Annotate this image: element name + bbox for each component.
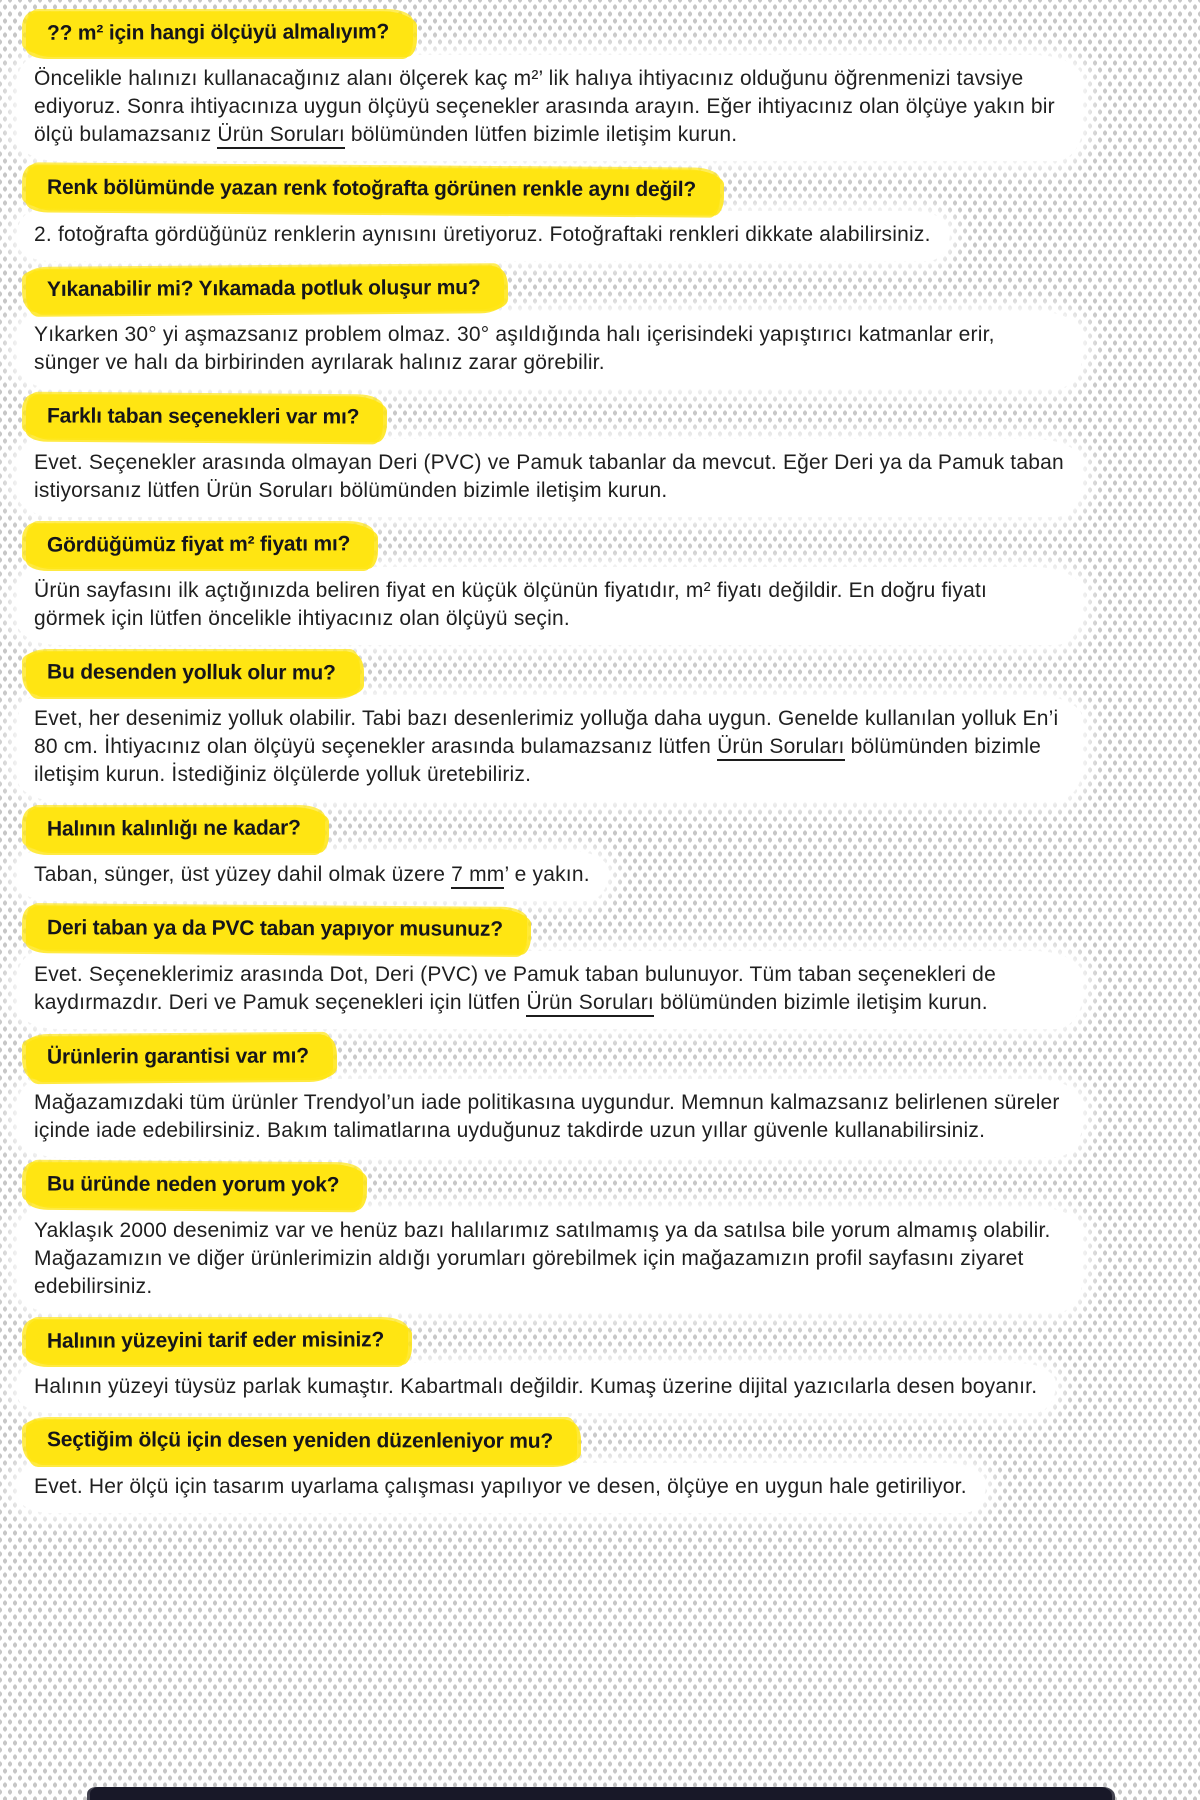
next-section-highlight-peek	[90, 1787, 1112, 1800]
answer-text	[24, 958, 1076, 1022]
question-text: Bu üründe neden yorum yok?	[46, 1172, 340, 1197]
question-row	[34, 398, 1170, 436]
question-text: Deri taban ya da PVC taban yapıyor musunuz?	[46, 916, 503, 941]
faq-item	[34, 170, 1170, 254]
question-highlight	[34, 13, 407, 53]
question-row	[34, 654, 1170, 692]
question-highlight	[34, 169, 714, 209]
faq-list	[34, 14, 1170, 1522]
question-row	[34, 810, 1170, 848]
question-text: Bu desenden yolluk olur mu?	[46, 660, 336, 685]
answer-segment: Evet. Her ölçü için tasarım uyarlama çalışması yapılıyor ve desen, ölçüye en uygun hale getiriliyor.	[34, 1475, 967, 1498]
question-row	[34, 526, 1170, 564]
question-highlight	[34, 1421, 571, 1461]
question-text: Farklı taban seçenekleri var mı?	[46, 404, 360, 429]
question-row	[34, 1422, 1170, 1460]
answer-segment: Evet, her desenimiz yolluk olabilir. Tabi bazı desenlerimiz yolluğa daha uygun. Genelde kullanılan yolluk En’i 80 cm. İhtiyacınız olan ölçüyü seçenekler arasında bulamazsanız lütfen	[34, 707, 1059, 758]
answer-underlined-ref: Ürün Soruları	[217, 123, 344, 149]
question-highlight	[34, 653, 354, 692]
answer-underlined-ref: Ürün Soruları	[717, 735, 844, 761]
faq-item	[34, 910, 1170, 1022]
answer-text	[24, 318, 1076, 382]
faq-item	[34, 14, 1170, 154]
answer-text	[24, 574, 1076, 638]
answer-text	[24, 218, 943, 254]
faq-item	[34, 1166, 1170, 1306]
answer-text	[24, 1086, 1076, 1150]
answer-segment: bölümünden bizimle iletişim kurun. İstediğiniz ölçülerde yolluk üretebiliriz.	[34, 735, 1041, 786]
answer-segment: Evet. Seçenekler arasında olmayan Deri (PVC) ve Pamuk tabanlar da mevcut. Eğer Deri ya da Pamuk taban istiyorsanız lütfen Ürün Soruları bölümünden bizimle iletişim kurun.	[34, 451, 1064, 502]
question-text: Halının yüzeyini tarif eder misiniz?	[46, 1328, 385, 1353]
answer-segment: bölümünden lütfen bizimle iletişim kurun.	[344, 123, 738, 146]
answer-segment: Öncelikle halınızı kullanacağınız alanı ölçerek kaç m²’ lik halıya ihtiyacınız olduğunu öğrenmenizi tavsiye ediyoruz. Sonra ihtiyacınıza uygun ölçüyü seçenekler arasında arayın. Eğer ihtiyacınız olan ölçüye yakın bir ölçü bulamazsanız	[34, 67, 1055, 146]
answer-text	[24, 1214, 1076, 1306]
question-text: ?? m² için hangi ölçüyü almalıyım?	[46, 20, 390, 45]
answer-underlined-ref: 7 mm	[451, 863, 504, 889]
question-text: Yıkanabilir mi? Yıkamada potluk oluşur mu?	[46, 276, 481, 301]
answer-segment: Halının yüzeyi tüysüz parlak kumaştır. Kabartmalı değildir. Kumaş üzerine dijital yazıcılarla desen boyanır.	[34, 1375, 1038, 1398]
question-row	[34, 1322, 1170, 1360]
question-text: Seçtiğim ölçü için desen yeniden düzenleniyor mu?	[46, 1428, 554, 1453]
answer-text	[24, 1370, 1049, 1406]
question-text: Ürünlerin garantisi var mı?	[46, 1044, 309, 1069]
question-highlight	[34, 397, 377, 436]
answer-segment: ’ e yakın.	[504, 863, 590, 886]
question-highlight	[34, 909, 521, 949]
answer-segment: Mağazamızdaki tüm ürünler Trendyol’un iade politikasına uygundur. Memnun kalmazsanız belirlenen süreler içinde iade edebilirsiniz. Bakım talimatlarına uyduğunuz takdirde uzun yıllar güvenle kullanabilirsiniz.	[34, 1091, 1060, 1142]
answer-segment: 2. fotoğrafta gördüğünüz renklerin aynısını üretiyoruz. Fotoğraftaki renkleri dikkate alabilirsiniz.	[34, 223, 931, 246]
faq-item	[34, 270, 1170, 382]
question-highlight	[34, 1165, 357, 1204]
answer-text	[24, 1470, 979, 1506]
question-row	[34, 1166, 1170, 1204]
question-row	[34, 14, 1170, 52]
question-highlight	[34, 1037, 327, 1076]
answer-segment: Yaklaşık 2000 desenimiz var ve henüz bazı halılarımız satılmamış ya da satılsa bile yorum almamış olabilir. Mağazamızın ve diğer ürünlerimizin aldığı yorumları görebilmek için mağazamızın profil sayfasını ziyaret edebilirsiniz.	[34, 1219, 1051, 1298]
question-highlight	[34, 809, 319, 848]
faq-item	[34, 1038, 1170, 1150]
answer-segment: Taban, sünger, üst yüzey dahil olmak üzere	[34, 863, 452, 886]
answer-text	[24, 446, 1076, 510]
faq-item	[34, 810, 1170, 894]
question-row	[34, 1038, 1170, 1076]
faq-item	[34, 654, 1170, 794]
faq-item	[34, 526, 1170, 638]
question-highlight	[34, 269, 499, 309]
question-row	[34, 910, 1170, 948]
answer-text	[24, 858, 602, 894]
question-row	[34, 270, 1170, 308]
answer-segment: Ürün sayfasını ilk açtığınızda beliren fiyat en küçük ölçünün fiyatıdır, m² fiyatı değildir. En doğru fiyatı görmek için lütfen öncelikle ihtiyacınız olan ölçüyü seçin.	[34, 579, 988, 630]
answer-segment: Yıkarken 30° yi aşmazsanız problem olmaz. 30° aşıldığında halı içerisindeki yapıştırıcı katmanlar erir, sünger ve halı da birbirinden ayrılarak halınız zarar görebilir.	[34, 323, 995, 374]
faq-item	[34, 1422, 1170, 1506]
faq-item	[34, 1322, 1170, 1406]
question-highlight	[34, 525, 368, 564]
question-row	[34, 170, 1170, 208]
answer-text	[24, 62, 1076, 154]
faq-item	[34, 398, 1170, 510]
question-text: Halının kalınlığı ne kadar?	[46, 816, 301, 841]
answer-segment: bölümünden bizimle iletişim kurun.	[653, 991, 988, 1014]
question-text: Renk bölümünde yazan renk fotoğrafta görünen renkle aynı değil?	[46, 175, 697, 202]
question-text: Gördüğümüz fiyat m² fiyatı mı?	[46, 532, 351, 557]
question-highlight	[34, 1321, 402, 1361]
answer-segment: Evet. Seçeneklerimiz arasında Dot, Deri (PVC) ve Pamuk taban bulunuyor. Tüm taban seçenekleri de kaydırmazdır. Deri ve Pamuk seçenekleri için lütfen	[34, 963, 996, 1014]
answer-underlined-ref: Ürün Soruları	[526, 991, 653, 1017]
answer-text	[24, 702, 1076, 794]
